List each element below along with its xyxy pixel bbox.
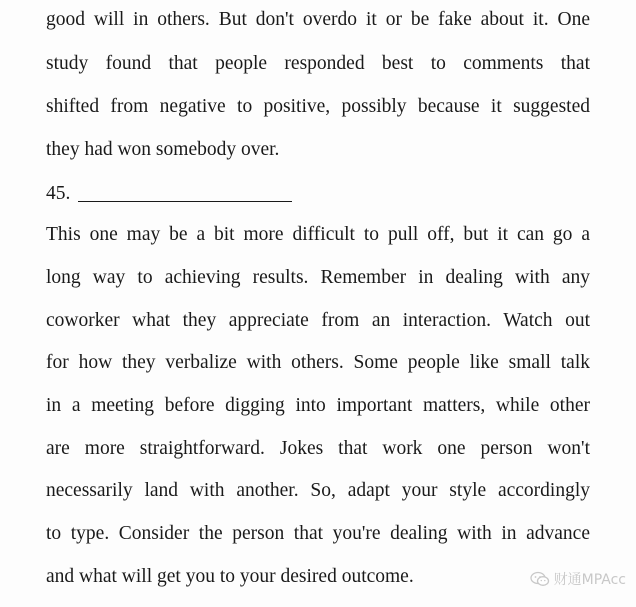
- paragraph2-line-8: to type. Consider the person that you're dealing with in advance: [46, 523, 590, 544]
- paragraph2-line-1: This one may be a bit more difficult to pull off, but it can go a: [46, 224, 590, 245]
- paragraph1-line-1: good will in others. But don't overdo it or be fake about it. One: [46, 9, 590, 30]
- watermark-text: 财通MPAcc: [553, 572, 626, 588]
- paragraph2-line-3: coworker what they appreciate from an interaction. Watch out: [46, 310, 590, 331]
- answer-blank: [78, 201, 292, 202]
- watermark: [530, 569, 626, 589]
- paragraph1-line-4: they had won somebody over.: [46, 139, 280, 160]
- question-number: 45.: [46, 183, 71, 204]
- wechat-icon: [530, 571, 550, 587]
- paragraph1-line-2: study found that people responded best to comments that: [46, 53, 590, 74]
- paragraph2-line-2: long way to achieving results. Remember in dealing with any: [46, 267, 590, 288]
- paragraph2-line-4: for how they verbalize with others. Some people like small talk: [46, 352, 590, 373]
- paragraph2-line-5: in a meeting before digging into important matters, while other: [46, 395, 590, 416]
- paragraph2-line-7: necessarily land with another. So, adapt your style accordingly: [46, 480, 590, 501]
- paragraph1-line-3: shifted from negative to positive, possibly because it suggested: [46, 96, 590, 117]
- paragraph2-line-6: are more straightforward. Jokes that work one person won't: [46, 438, 590, 459]
- paragraph2-line-9: and what will get you to your desired outcome.: [46, 566, 414, 587]
